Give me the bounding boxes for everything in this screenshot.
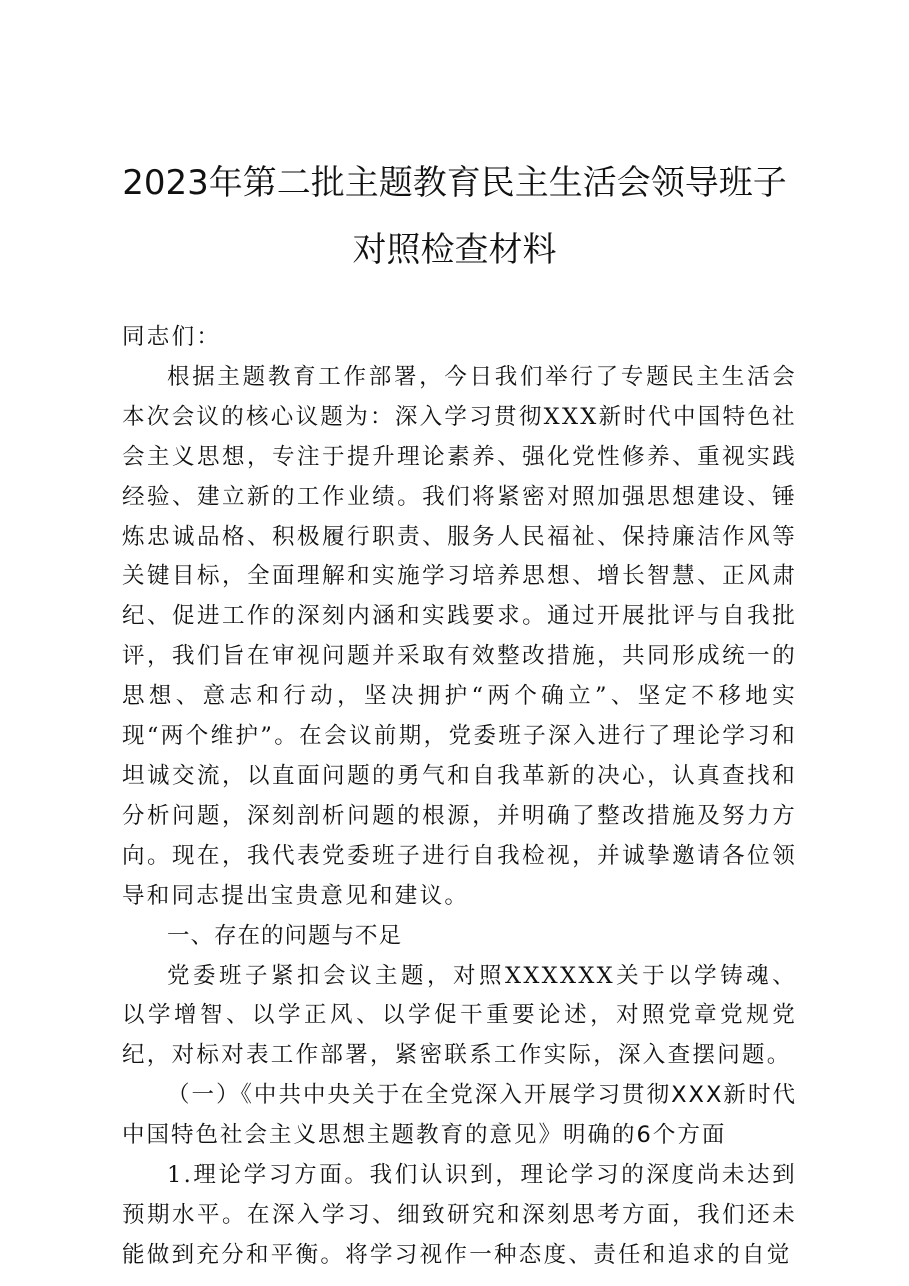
section-paragraph-1: 党委班子紧扣会议主题，对照XXXXXX关于以学铸魂、以学增智、以学正风、以学促干重要论述，对照党章党规党纪，对标对表工作部署，紧密联系工作实际，深入查摆问题。 <box>122 962 797 1069</box>
subsection-paragraph-1: 1.理论学习方面。我们认识到，理论学习的深度尚未达到预期水平。在深入学习、细致研究和深刻思考方面，我们还未能做到充分和平衡。将学习视作一种态度、责任和追求的自觉 <box>122 1162 797 1268</box>
subsection-heading-1: （一）《中共中央关于在全党深入开展学习贯彻XXX新时代中国特色社会主义思想主题教育的意见》明确的6个方面 <box>122 1082 797 1149</box>
section-heading-1: 一、存在的问题与不足 <box>167 922 403 949</box>
document-title-line-2: 对照检查材料 <box>352 230 557 270</box>
document-title-line-1: 2023年第二批主题教育民主生活会领导班子 <box>122 163 787 203</box>
document-body <box>122 318 797 1276</box>
intro-paragraph: 根据主题教育工作部署，今日我们举行了专题民主生活会本次会议的核心议题为：深入学习贯彻XXX新时代中国特色社会主义思想，专注于提升理论素养、强化党性修养、重视实践经验、建立新的工作业绩。我们将紧密对照加强思想建设、锤炼忠诚品格、积极履行职责、服务人民福祉、保持廉洁作风等关键目标，全面理解和实施学习培养思想、增长智慧、正风肃纪、促进工作的深刻内涵和实践要求。通过开展批评与自我批评，我们旨在审视问题并采取有效整改措施，共同形成统一的思想、意志和行动，坚决拥护“两个确立”、坚定不移地实现“两个维护”。在会议前期，党委班子深入进行了理论学习和坦诚交流，以直面问题的勇气和自我革新的决心，认真查找和分析问题，深刻剖析问题的根源，并明确了整改措施及努力方向。现在，我代表党委班子进行自我检视，并诚挚邀请各位领导和同志提出宝贵意见和建议。 <box>122 363 797 909</box>
salutation: 同志们： <box>122 324 222 350</box>
